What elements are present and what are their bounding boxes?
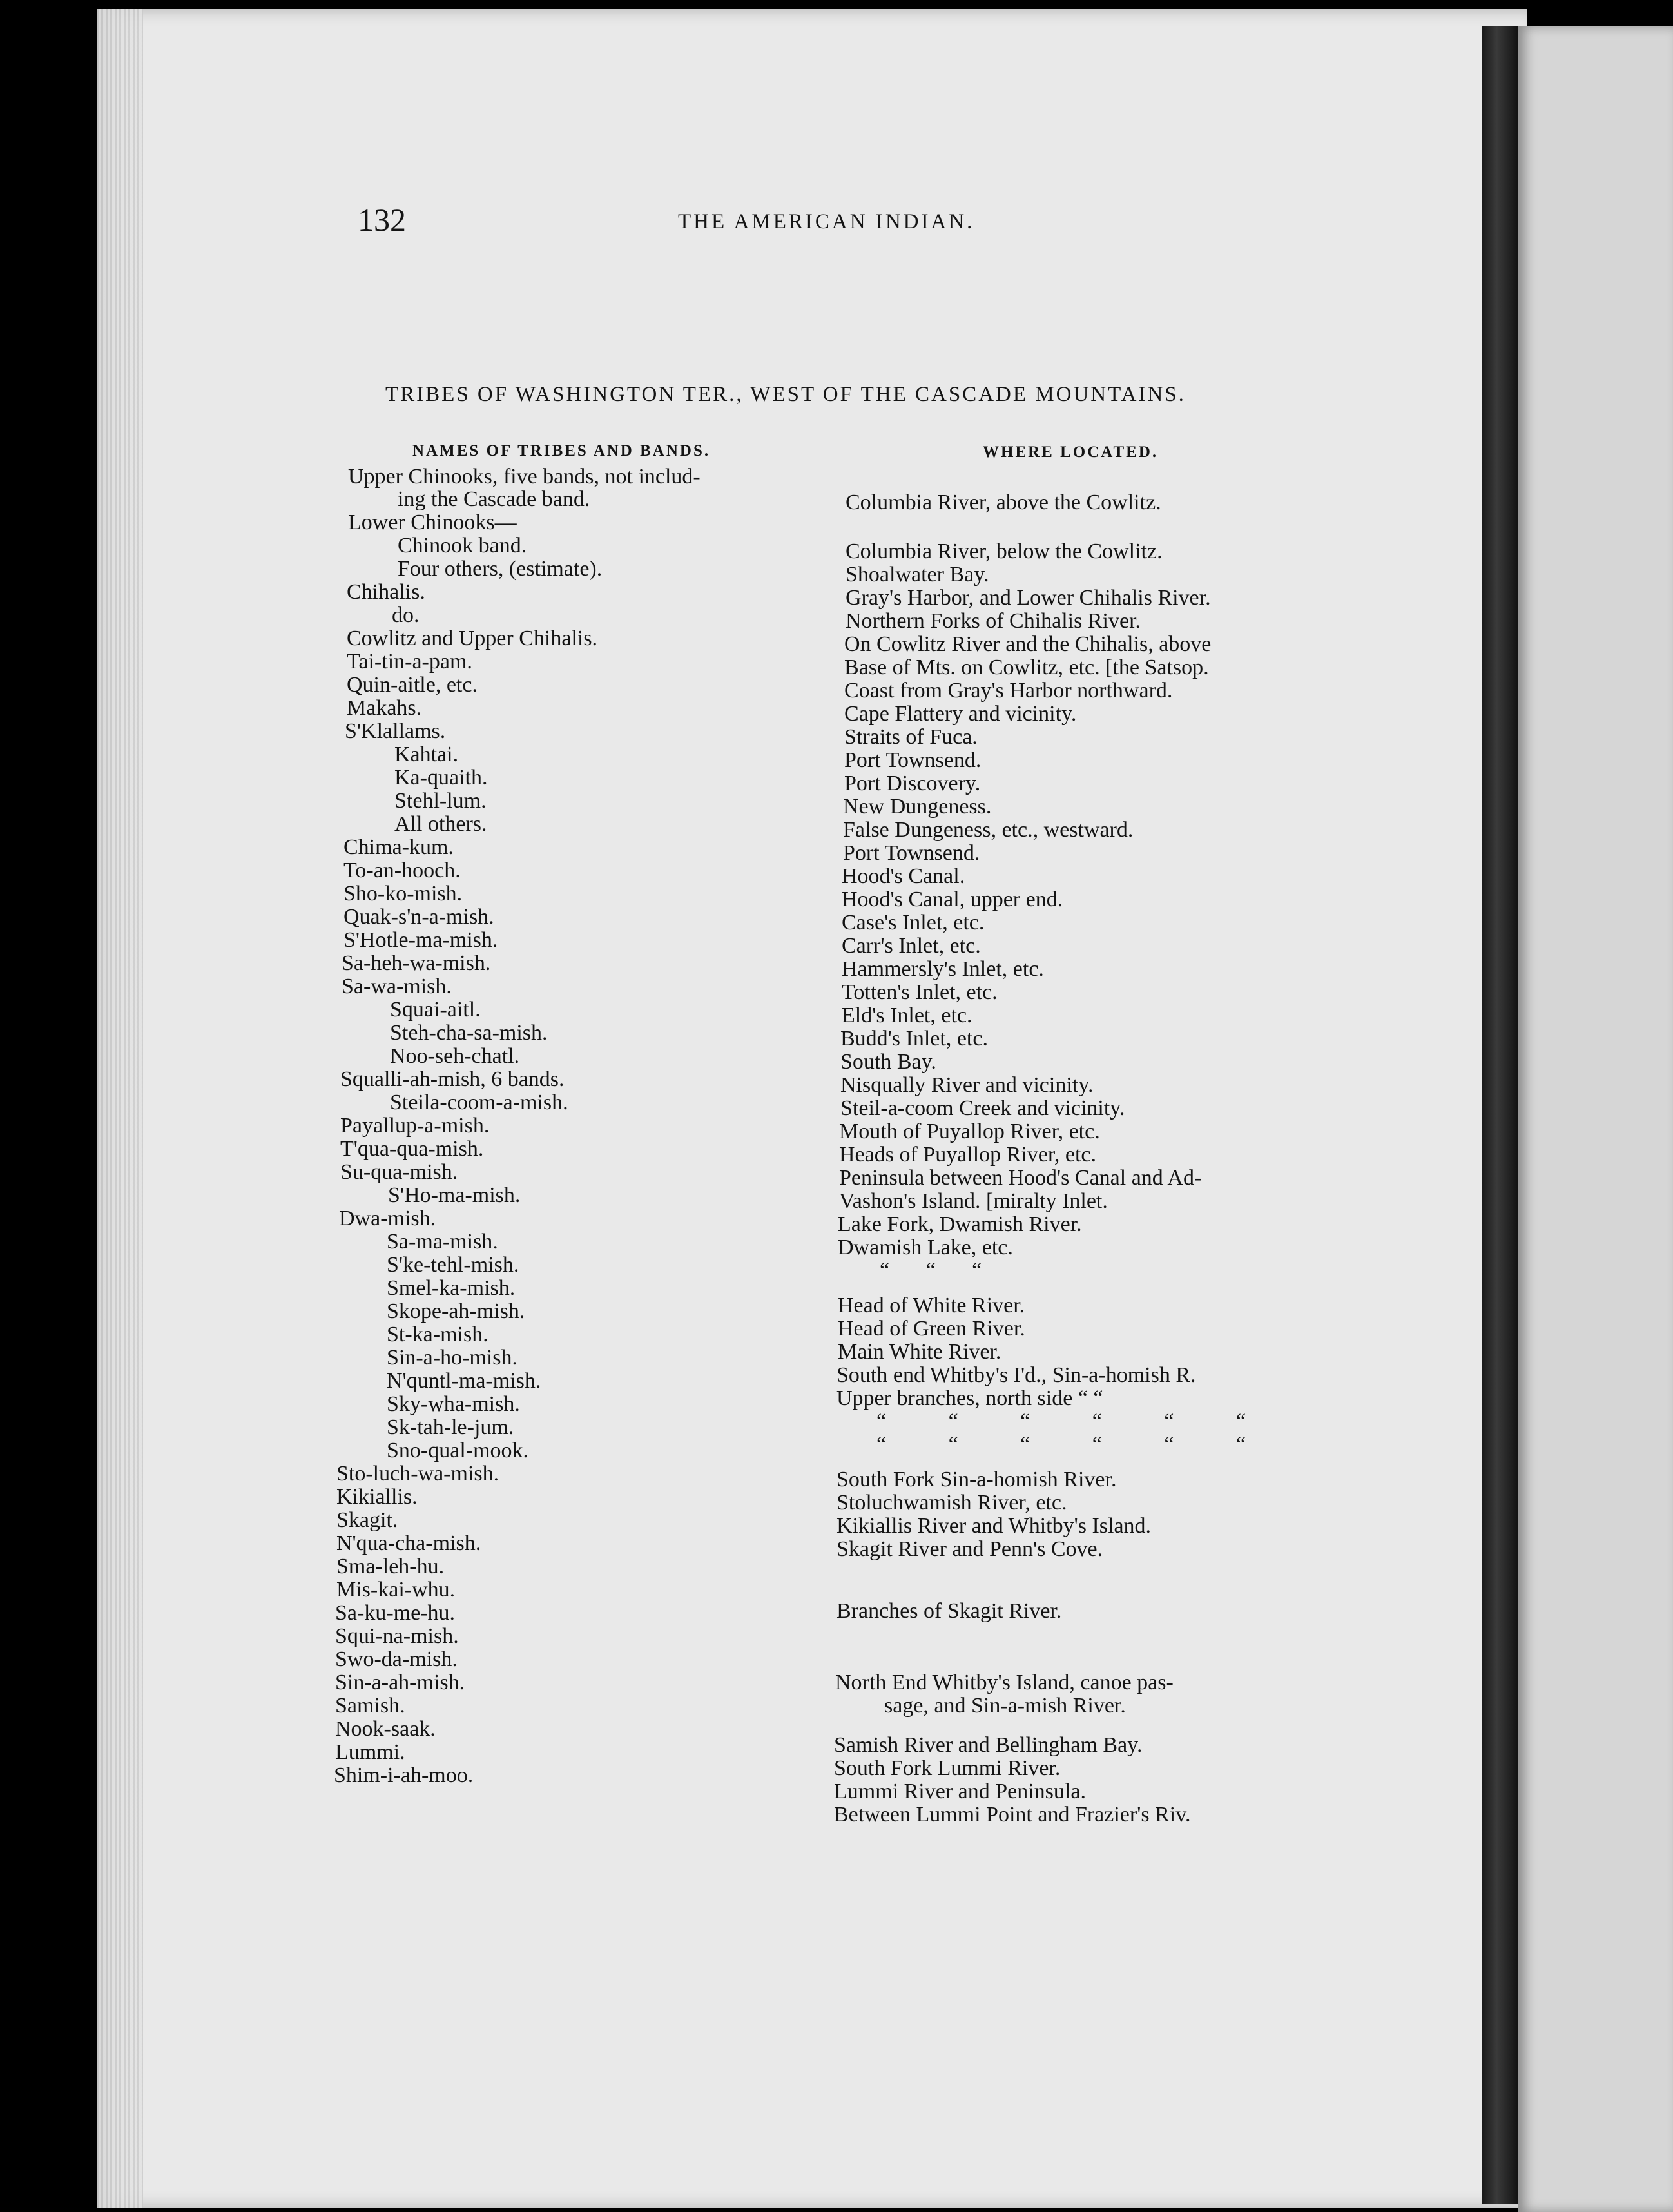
tribe-name: Chihalis. bbox=[347, 580, 425, 604]
location-entry: Hood's Canal. bbox=[842, 864, 965, 888]
location-entry: Columbia River, below the Cowlitz. bbox=[846, 539, 1163, 563]
location-entry: sage, and Sin-a-mish River. bbox=[884, 1694, 1126, 1718]
tribe-name: Sa-wa-mish. bbox=[342, 975, 452, 998]
location-entry: Hood's Canal, upper end. bbox=[842, 888, 1063, 911]
tribe-name: N'qua-cha-mish. bbox=[336, 1531, 481, 1555]
location-entry: Coast from Gray's Harbor northward. bbox=[844, 679, 1173, 703]
location-entry: Case's Inlet, etc. bbox=[842, 911, 985, 935]
tribe-name: Cowlitz and Upper Chihalis. bbox=[347, 626, 598, 650]
tribe-name: Lummi. bbox=[335, 1740, 405, 1764]
tribe-name: Four others, (estimate). bbox=[398, 557, 603, 581]
location-entry: North End Whitby's Island, canoe pas- bbox=[835, 1671, 1174, 1694]
column-header-names: NAMES OF TRIBES AND BANDS. bbox=[412, 442, 711, 460]
tribe-name: ing the Cascade band. bbox=[398, 487, 590, 511]
location-entry: Head of White River. bbox=[838, 1294, 1025, 1317]
tribe-name: do. bbox=[392, 603, 420, 627]
location-entry: Vashon's Island. [miralty Inlet. bbox=[839, 1189, 1108, 1213]
page-number: 132 bbox=[358, 202, 406, 238]
location-entry: False Dungeness, etc., westward. bbox=[843, 818, 1134, 842]
location-entry: Dwamish Lake, etc. bbox=[838, 1236, 1013, 1259]
location-entry: Stoluchwamish River, etc. bbox=[836, 1491, 1067, 1515]
location-entry: Heads of Puyallop River, etc. bbox=[839, 1143, 1096, 1167]
location-entry: Lake Fork, Dwamish River. bbox=[838, 1212, 1082, 1236]
tribe-name: Sa-ku-me-hu. bbox=[335, 1601, 456, 1625]
tribe-name: Sk-tah-le-jum. bbox=[387, 1415, 514, 1439]
location-entry: Port Discovery. bbox=[844, 771, 981, 795]
location-entry: New Dungeness. bbox=[843, 795, 992, 819]
location-entry: Gray's Harbor, and Lower Chihalis River. bbox=[846, 586, 1211, 610]
column-header-where: WHERE LOCATED. bbox=[983, 443, 1159, 461]
ditto-marks: “ “ “ “ “ “ bbox=[876, 1410, 1246, 1433]
book-gutter bbox=[1482, 26, 1518, 2204]
tribe-name: Kahtai. bbox=[394, 742, 459, 766]
location-entry: South Fork Sin-a-homish River. bbox=[836, 1468, 1117, 1491]
tribe-name: Sno-qual-mook. bbox=[387, 1439, 529, 1462]
location-entry: Base of Mts. on Cowlitz, etc. [the Satsop. bbox=[844, 655, 1209, 679]
tribe-name: Squai-aitl. bbox=[390, 998, 481, 1022]
tribe-name: Chinook band. bbox=[398, 534, 527, 558]
location-entry: Head of Green River. bbox=[838, 1317, 1025, 1341]
tribe-name: Su-qua-mish. bbox=[340, 1160, 458, 1184]
tribe-name: Squalli-ah-mish, 6 bands. bbox=[340, 1067, 565, 1091]
tribe-name: T'qua-qua-mish. bbox=[340, 1137, 484, 1161]
location-entry: Nisqually River and vicinity. bbox=[840, 1073, 1094, 1097]
tribe-name: Steila-coom-a-mish. bbox=[390, 1091, 568, 1114]
tribe-name: Squi-na-mish. bbox=[335, 1624, 459, 1648]
ditto-marks: “ “ “ “ “ “ bbox=[876, 1433, 1246, 1457]
tribe-name: Upper Chinooks, five bands, not includ- bbox=[348, 465, 701, 489]
tribe-name: Sa-heh-wa-mish. bbox=[342, 951, 491, 975]
location-entry: Samish River and Bellingham Bay. bbox=[834, 1733, 1143, 1757]
tribe-name: Skope-ah-mish. bbox=[387, 1299, 525, 1323]
tribe-name: Sin-a-ho-mish. bbox=[387, 1346, 518, 1370]
tribe-name: Lower Chinooks— bbox=[348, 510, 517, 534]
location-entry: Main White River. bbox=[838, 1340, 1001, 1364]
location-entry: Totten's Inlet, etc. bbox=[842, 980, 998, 1004]
tribe-name: Mis-kai-whu. bbox=[336, 1578, 456, 1602]
page-edges bbox=[97, 9, 143, 2208]
book-page bbox=[97, 9, 1527, 2208]
tribe-name: Shim-i-ah-moo. bbox=[334, 1763, 474, 1787]
ditto-marks: “ “ “ bbox=[880, 1259, 982, 1283]
tribe-name: Skagit. bbox=[336, 1508, 398, 1532]
location-entry: Between Lummi Point and Frazier's Riv. bbox=[834, 1803, 1191, 1827]
location-entry: Shoalwater Bay. bbox=[846, 563, 989, 587]
location-entry: Port Townsend. bbox=[844, 748, 982, 772]
tribe-name: Makahs. bbox=[347, 696, 422, 720]
location-entry: Port Townsend. bbox=[843, 841, 980, 865]
location-entry: Branches of Skagit River. bbox=[836, 1599, 1062, 1623]
location-entry: Northern Forks of Chihalis River. bbox=[846, 609, 1141, 633]
tribe-name: S'Ho-ma-mish. bbox=[388, 1183, 521, 1207]
tribe-name: To-an-hooch. bbox=[343, 859, 461, 882]
tribe-name: Samish. bbox=[335, 1694, 405, 1718]
location-entry: Cape Flattery and vicinity. bbox=[844, 702, 1077, 726]
location-entry: South Fork Lummi River. bbox=[834, 1756, 1061, 1780]
location-entry: Steil-a-coom Creek and vicinity. bbox=[840, 1096, 1125, 1120]
table-title: TRIBES OF WASHINGTON TER., WEST OF THE CASCADE MOUNTAINS. bbox=[385, 383, 1186, 406]
location-entry: Carr's Inlet, etc. bbox=[842, 934, 981, 958]
tribe-name: Sa-ma-mish. bbox=[387, 1230, 498, 1254]
tribe-name: Tai-tin-a-pam. bbox=[347, 650, 472, 674]
tribe-name: Dwa-mish. bbox=[339, 1207, 436, 1230]
tribe-name: Sho-ko-mish. bbox=[343, 882, 463, 906]
tribe-name: S'Klallams. bbox=[345, 719, 446, 743]
tribe-name: Ka-quaith. bbox=[394, 766, 488, 790]
tribe-name: S'Hotle-ma-mish. bbox=[343, 928, 498, 952]
location-entry: Columbia River, above the Cowlitz. bbox=[846, 490, 1161, 514]
tribe-name: Chima-kum. bbox=[343, 835, 454, 859]
location-entry: Budd's Inlet, etc. bbox=[840, 1027, 988, 1051]
tribe-name: S'ke-tehl-mish. bbox=[387, 1253, 519, 1277]
location-entry: Peninsula between Hood's Canal and Ad- bbox=[839, 1166, 1202, 1190]
location-entry: Upper branches, north side “ “ bbox=[836, 1386, 1103, 1410]
location-entry: Skagit River and Penn's Cove. bbox=[836, 1537, 1103, 1561]
tribe-name: Quin-aitle, etc. bbox=[347, 673, 478, 697]
tribe-name: Quak-s'n-a-mish. bbox=[343, 905, 494, 929]
tribe-name: St-ka-mish. bbox=[387, 1323, 488, 1346]
location-entry: Straits of Fuca. bbox=[844, 725, 978, 749]
tribe-name: Stehl-lum. bbox=[394, 789, 487, 813]
tribe-name: Smel-ka-mish. bbox=[387, 1276, 516, 1300]
location-entry: Lummi River and Peninsula. bbox=[834, 1780, 1086, 1803]
tribe-name: Sma-leh-hu. bbox=[336, 1555, 445, 1578]
tribe-name: Payallup-a-mish. bbox=[340, 1114, 490, 1138]
facing-page bbox=[1518, 26, 1673, 2212]
tribe-name: Nook-saak. bbox=[335, 1717, 436, 1741]
tribe-name: N'quntl-ma-mish. bbox=[387, 1369, 541, 1393]
location-entry: Mouth of Puyallop River, etc. bbox=[839, 1120, 1100, 1143]
location-entry: South end Whitby's I'd., Sin-a-homish R. bbox=[836, 1363, 1196, 1387]
tribe-name: Sky-wha-mish. bbox=[387, 1392, 520, 1416]
running-head: THE AMERICAN INDIAN. bbox=[678, 210, 975, 233]
location-entry: South Bay. bbox=[840, 1050, 936, 1074]
location-entry: On Cowlitz River and the Chihalis, above bbox=[844, 632, 1212, 656]
tribe-name: Swo-da-mish. bbox=[335, 1647, 458, 1671]
location-entry: Hammersly's Inlet, etc. bbox=[842, 957, 1044, 981]
tribe-name: Sto-luch-wa-mish. bbox=[336, 1462, 499, 1486]
tribe-name: Steh-cha-sa-mish. bbox=[390, 1021, 548, 1045]
tribe-name: All others. bbox=[394, 812, 487, 836]
location-entry: Eld's Inlet, etc. bbox=[842, 1004, 972, 1027]
location-entry: Kikiallis River and Whitby's Island. bbox=[836, 1514, 1152, 1538]
tribe-name: Kikiallis. bbox=[336, 1485, 418, 1509]
tribe-name: Sin-a-ah-mish. bbox=[335, 1671, 465, 1694]
tribe-name: Noo-seh-chatl. bbox=[390, 1044, 520, 1068]
